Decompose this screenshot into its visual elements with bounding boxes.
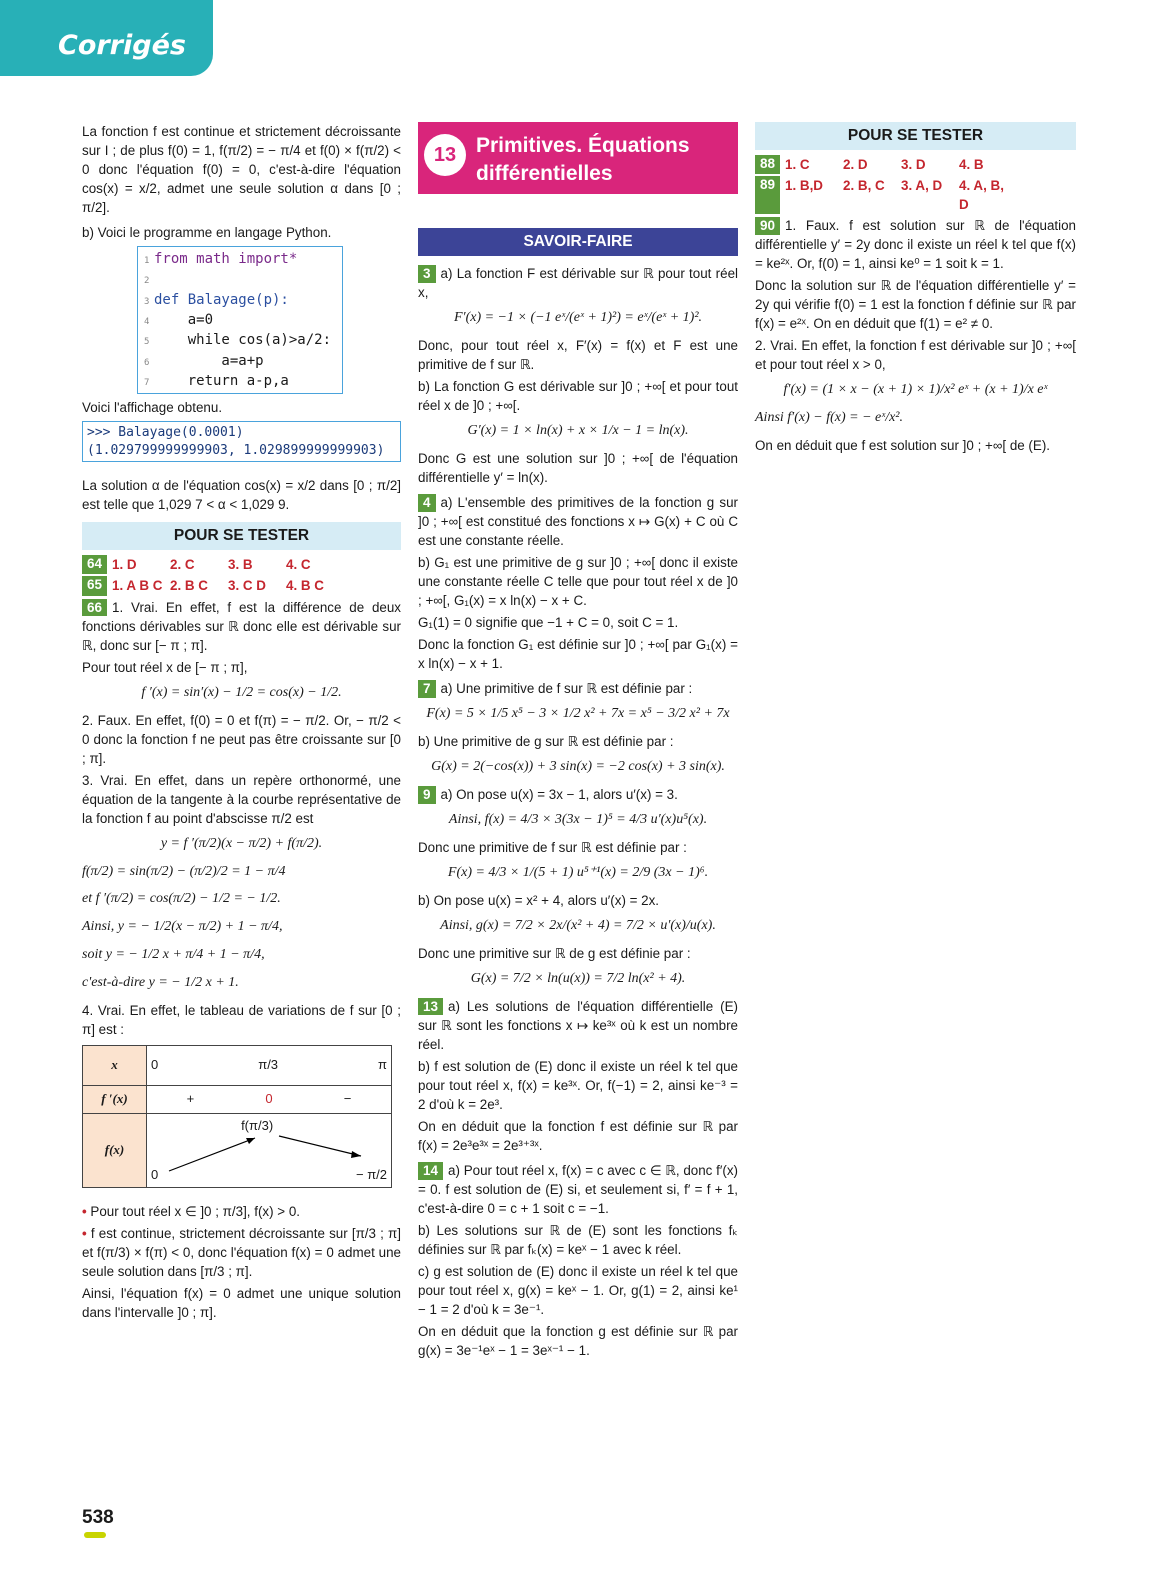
paragraph: Pour tout réel x de [− π ; π], [82,659,248,675]
code-line [144,249,336,269]
table-cell: + [186,1091,195,1107]
chapter-number: 13 [424,134,466,176]
line-number: 3 [144,296,150,307]
equation: f(π/2) = sin(π/2) − (π/2)/2 = 1 − π/4 [82,863,286,879]
variation-table [82,1045,392,1188]
paragraph: On en déduit que la fonction f est définie sur ℝ par f(x) = 2e³e³ˣ = 2e³⁺³ˣ. [418,1118,738,1153]
paragraph: b) Les solutions sur ℝ de (E) sont les fonctions fₖ définies sur ℝ par fₖ(x) = keˣ − 1 avec k réel. [418,1223,738,1258]
tab-label: Corrigés [58,30,186,61]
code-text: from math import* [154,251,298,268]
chapter-tab [0,0,213,76]
paragraph: f est continue, strictement décroissante sur [π/3 ; π] et f(π/3) × f(π) < 0, donc l'équation f(x) = 0 admet une seule solution dans [π/3 ; π]. [82,1226,401,1280]
exercise-badge: 89 [755,176,780,214]
table-cell: f(π/3) [241,1117,274,1133]
code-line [144,269,336,289]
exercise-badge: 65 [82,576,107,595]
paragraph: b) Une primitive de g sur ℝ est définie par : [418,734,674,750]
output-line: >>> Balayage(0.0001) [87,425,244,441]
equation: Ainsi, f(x) = 4/3 × 3(3x − 1)⁵ = 4/3 u′(x)u⁵(x). [448,812,708,828]
python-code-block [137,246,343,394]
equation: Ainsi f′(x) − f(x) = − eˣ/x². [755,410,904,426]
exercise-14 [418,1161,738,1218]
paragraph: b) On pose u(x) = x² + 4, alors u′(x) = 2x. [418,892,660,908]
equation: F′(x) = −1 × (−1 eˣ/(eˣ + 1)²) = eˣ/(eˣ + 1)². [453,310,703,326]
answer: 2. C [170,557,195,573]
python-output [82,421,401,462]
code-text: a=a+p [154,352,264,369]
paragraph: 1. Faux. f est solution sur ℝ de l'équation différentielle y′ = 2y donc il existe un réel k tel que f(x) = ke²ˣ. Or, f(0) = 1, ainsi ke⁰ = 1 soit k = 1. [755,218,1076,272]
line-number: 6 [144,357,150,368]
answer: 2. B C [170,578,208,594]
page-number: 538 [82,1507,114,1528]
line-number: 4 [144,317,150,328]
line-number: 5 [144,337,150,348]
exercise-badge: 3 [418,265,436,283]
paragraph: 2. Vrai. En effet, la fonction f est dérivable sur ]0 ; +∞[ et pour tout réel x > 0, [755,338,1076,373]
equation: c'est-à-dire y = − 1/2 x + 1. [82,975,239,991]
exercise-66 [82,598,401,655]
answer: 1. C [785,157,810,172]
page-number-underline [84,1532,106,1538]
line-number: 1 [144,256,150,267]
exercise-badge: 4 [418,494,436,512]
paragraph: Donc, pour tout réel x, F′(x) = f(x) et F est une primitive de f sur ℝ. [418,337,738,372]
exercise-badge: 64 [82,555,107,574]
answer-row [755,155,1076,174]
equation: f ′(x) = sin′(x) − 1/2 = cos(x) − 1/2. [141,684,342,700]
answer: 3. C D [228,578,266,594]
chapter-title [476,132,690,189]
answer-row [82,555,401,574]
exercise-badge: 66 [82,599,107,617]
equation: F(x) = 5 × 1/5 x⁵ − 3 × 1/2 x² + 7x = x⁵ − 3/2 x² + 7x [426,706,730,722]
paragraph: 1. Vrai. En effet, f est la différence de deux fonctions dérivables sur ℝ donc elle est dérivable sur ℝ, donc sur [− π ; π]. [82,599,401,653]
paragraph: Donc la fonction G₁ est définie sur ]0 ; +∞[ par G₁(x) = x ln(x) − x + 1. [418,637,738,672]
paragraph: Ainsi, l'équation f(x) = 0 admet une unique solution dans l'intervalle ]0 ; π]. [82,1286,401,1321]
paragraph: b) G₁ est une primitive de g sur ]0 ; +∞[ donc il existe une constante réelle C telle que pour tout réel x de ]0 ; +∞[, G₁(x) = x ln(x) − x + C. [418,555,738,609]
code-text: while cos(a)>a/2: [154,332,332,349]
paragraph: a) On pose u(x) = 3x − 1, alors u′(x) = 3. [440,787,678,803]
paragraph: On en déduit que f est solution sur ]0 ; +∞[ de (E). [755,438,1051,454]
line-number: 2 [144,276,150,287]
answer: 4. B [959,157,984,172]
bullet-item: • f est continue, strictement décroissante sur [π/3 ; π] et f(π/3) × f(π) < 0, donc l'équation f(x) = 0 admet une seule solution dans [π/3 ; π]. [82,1226,401,1280]
chapter-title-line: Primitives. Équations [476,134,690,157]
equation: et f ′(π/2) = cos(π/2) − 1/2 = − 1/2. [82,891,281,907]
answer: 2. D [843,157,868,172]
code-line [144,330,336,350]
paragraph: a) La fonction F est dérivable sur ℝ pour tout réel x, [418,266,738,301]
paragraph: a) L'ensemble des primitives de la fonction g sur ]0 ; +∞[ est constitué des fonctions x ↦ G(x) + C où C est une constante réelle. [418,495,738,549]
paragraph: On en déduit que la fonction g est définie sur ℝ par g(x) = 3e⁻¹eˣ − 1 = 3eˣ⁻¹ − 1. [418,1324,738,1359]
answer-row [82,576,401,595]
exercise-badge: 7 [418,680,436,698]
answer-row [755,176,1076,214]
code-line [144,351,336,371]
paragraph: Voici l'affichage obtenu. [82,400,223,416]
answer: 4. C [286,557,311,573]
code-text: a=0 [154,312,214,329]
equation: Ainsi, g(x) = 7/2 × 2x/(x² + 4) = 7/2 × u′(x)/u(x). [440,917,716,933]
table-row [147,1086,392,1114]
exercise-3 [418,264,738,302]
equation: soit y = − 1/2 x + π/4 + 1 − π/4, [82,947,265,963]
paragraph: 3. Vrai. En effet, dans un repère orthonormé, une équation de la tangente à la courbe représentative de la fonction f au point d'abscisse π/2 est [82,772,401,826]
table-cell: − π/2 [355,1167,387,1183]
code-line [144,290,336,310]
table-cell: 0 [151,1057,159,1073]
paragraph: Donc une primitive de f sur ℝ est définie par : [418,840,687,855]
code-text: return a-p,a [154,372,289,389]
answer: 1. A B C [112,578,163,594]
equation: y = f ′(π/2)(x − π/2) + f(π/2). [160,835,323,851]
paragraph: 4. Vrai. En effet, le tableau de variations de f sur [0 ; π] est : [82,1002,401,1037]
table-cell: π [378,1057,387,1073]
exercise-badge: 88 [755,155,780,174]
equation: G′(x) = 1 × ln(x) + x × 1/x − 1 = ln(x). [467,423,689,439]
answer: 3. B [228,557,253,573]
paragraph: c) g est solution de (E) donc il existe un réel k tel que pour tout réel x, g(x) = keˣ − 1. Or, g(1) = 2, ainsi ke¹ − 1 = 2 d'où k = 3e⁻¹. [418,1264,738,1318]
answer: 3. D [901,157,926,172]
paragraph: Donc G est une solution sur ]0 ; +∞[ de l'équation différentielle y′ = ln(x). [418,450,738,485]
table-cell: − [343,1091,352,1107]
paragraph: Pour tout réel x ∈ ]0 ; π/3], f(x) > 0. [90,1204,300,1220]
paragraph: G₁(1) = 0 signifie que −1 + C = 0, soit C = 1. [418,615,679,631]
exercise-badge: 90 [755,217,780,235]
equation: Ainsi, y = − 1/2(x − π/2) + 1 − π/4, [82,919,283,935]
table-cell: 0 [151,1167,159,1183]
table-cell: π/3 [258,1057,279,1073]
table-header: x [83,1046,147,1086]
answer: 1. D [112,557,137,573]
exercise-4 [418,493,738,550]
exercise-badge: 14 [418,1162,443,1180]
column-2 [418,122,738,1363]
paragraph: La solution α de l'équation cos(x) = x/2 dans [0 ; π/2] est telle que 1,029 7 < α < 1,029 9. [82,478,401,513]
paragraph: La fonction f est continue et strictement décroissante sur I ; de plus f(0) = 1, f(π/2) = − π/4 et f(0) × f(π/2) < 0 donc l'équation f(0) = 0, c'est-à-dire l'équation cos(x) = x/2, admet une seule solution α dans [0 ; π/2]. [82,124,401,216]
exercise-9 [418,785,738,804]
answer: 4. B C [286,578,324,594]
bullet-item: • Pour tout réel x ∈ ]0 ; π/3], f(x) > 0. [82,1204,300,1220]
equation: G(x) = 2(−cos(x)) + 3 sin(x) = −2 cos(x) + 3 sin(x). [431,759,725,775]
code-line [144,371,336,391]
code-line [144,310,336,330]
exercise-7 [418,679,738,698]
paragraph: b) La fonction G est dérivable sur ]0 ; +∞[ et pour tout réel x de ]0 ; +∞[. [418,379,738,414]
paragraph: b) f est solution de (E) donc il existe un réel k tel que pour tout réel x, f(x) = ke³ˣ. Or, f(−1) = 2, ainsi ke⁻³ = 2 d'où k = 2e³. [418,1058,738,1112]
equation: F(x) = 4/3 × 1/(5 + 1) u⁵⁺¹(x) = 2/9 (3x − 1)⁶. [447,865,709,881]
answer: 1. B,D [785,178,823,194]
section-header: POUR SE TESTER [82,522,401,550]
code-text: def Balayage(p): [154,291,289,308]
chapter-title-line: différentielles [476,162,613,186]
answer: 2. B, C [843,178,885,194]
paragraph: 2. Faux. En effet, f(0) = 0 et f(π) = − π/2. Or, − π/2 < 0 donc la fonction f ne peut pas être croissante sur [0 ; π]. [82,712,401,766]
section-header: POUR SE TESTER [755,122,1076,150]
answer: 3. A, D [901,178,943,194]
paragraph: b) Voici le programme en langage Python. [82,225,332,241]
paragraph: Donc une primitive sur ℝ de g est définie par : [418,945,691,961]
column-3 [755,122,1076,458]
equation: G(x) = 7/2 × ln(u(x)) = 7/2 ln(x² + 4). [470,970,686,986]
output-line: (1.029799999999903, 1.029899999999903) [87,442,385,458]
paragraph: a) Pour tout réel x, f(x) = c avec c ∈ ℝ, donc f′(x) = 0. f est solution de (E) si, et seulement si, f′ = f + 1, c'est-à-dire 0 = c + 1 soit c = −1. [418,1162,738,1217]
table-cell: 0 [265,1091,273,1107]
exercise-90 [755,216,1076,273]
section-header: SAVOIR-FAIRE [418,228,738,256]
exercise-13 [418,997,738,1054]
table-row [147,1114,392,1188]
paragraph: a) Une primitive de f sur ℝ est définie par : [440,681,693,697]
table-header: f ′(x) [83,1086,147,1114]
table-row [147,1046,392,1086]
answer: 4. A, B, D [959,178,1004,213]
line-number: 7 [144,377,150,388]
chapter-banner [418,122,738,194]
column-1 [82,122,401,1325]
exercise-badge: 9 [418,786,436,804]
paragraph: Donc la solution sur ℝ de l'équation différentielle y′ = 2y qui vérifie f(0) = 1 est la fonction f définie sur ℝ par f(x) = e²ˣ. On en déduit que f(1) = e² ≠ 0. [755,278,1076,332]
equation: f′(x) = (1 × x − (x + 1) × 1)/x² eˣ + (x + 1)/x eˣ [783,382,1048,398]
exercise-badge: 13 [418,998,443,1016]
table-header: f(x) [83,1114,147,1188]
paragraph: a) Les solutions de l'équation différentielle (E) sur ℝ sont les fonctions x ↦ ke³ˣ où k est un nombre réel. [418,998,738,1052]
